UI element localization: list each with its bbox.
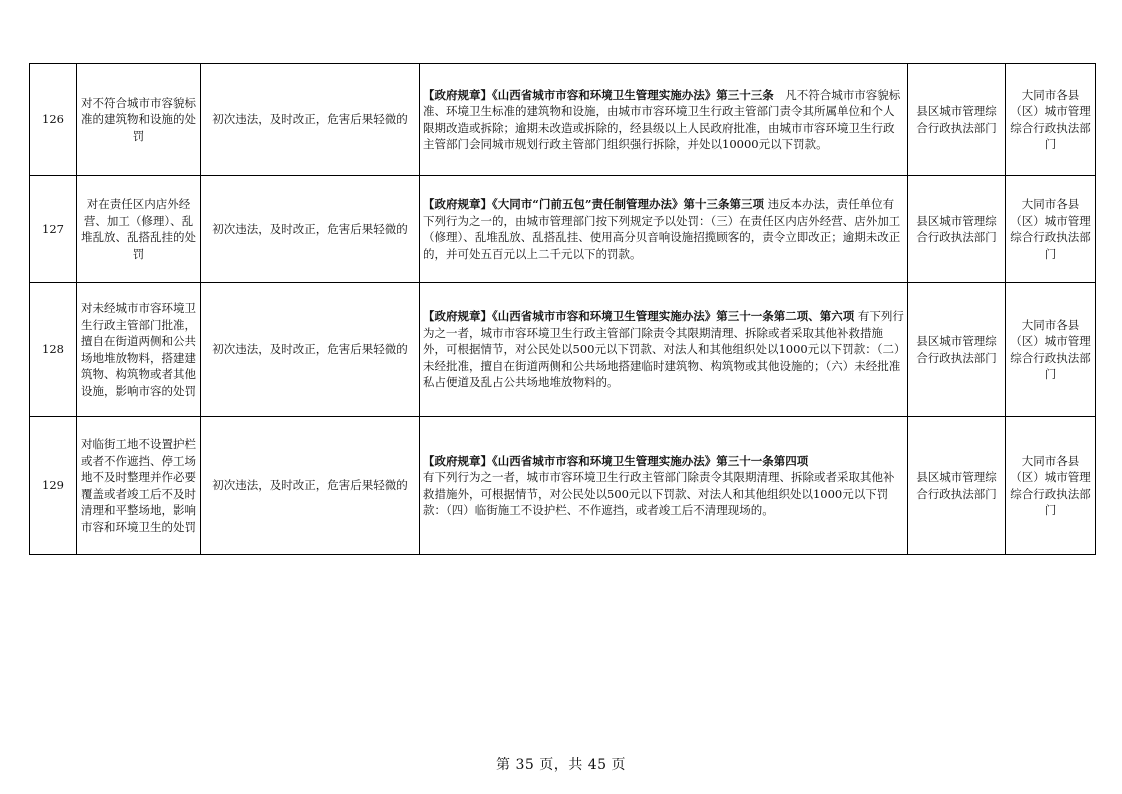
implementing-unit: 大同市各县（区）城市管理综合行政执法部门 [1006,64,1096,176]
row-number: 129 [30,417,77,555]
table-row [30,283,1096,417]
legal-basis-text: 有下列行为之一者，城市市容环境卫生行政主管部门除责令其限期清理、拆除或者采取其他补救措施外，可根据情节，对公民处以500元以下罚款、对法人和其他组织处以1000元以下罚款：（四）临街施工不设护栏、不作遮挡，或者竣工后不清理现场的。 [423,470,895,517]
implementing-unit: 大同市各县（区）城市管理综合行政执法部门 [1006,417,1096,555]
exemption-condition: 初次违法，及时改正，危害后果轻微的 [201,176,420,283]
row-number: 126 [30,64,77,176]
enforcement-department: 县区城市管理综合行政执法部门 [908,64,1006,176]
enforcement-department: 县区城市管理综合行政执法部门 [908,417,1006,555]
table-row [30,176,1096,283]
row-number: 128 [30,283,77,417]
enforcement-department: 县区城市管理综合行政执法部门 [908,283,1006,417]
legal-basis-title: 【政府规章】《大同市“门前五包”责任制管理办法》第十三条第三项 [423,197,764,211]
legal-basis-title: 【政府规章】《山西省城市市容和环境卫生管理实施办法》第三十一条第二项、第六项 [423,309,855,324]
exemption-condition: 初次违法，及时改正，危害后果轻微的 [201,417,420,555]
penalty-item: 对在责任区内店外经营、加工（修理）、乱堆乱放、乱搭乱挂的处罚 [77,176,201,283]
table-row [30,64,1096,176]
legal-basis-text: 违反本办法，责任单位有下列行为之一的，由城市管理部门按下列规定予以处罚：（三）在责任区内店外经营、店外加工（修理）、乱堆乱放、乱搭乱挂、使用高分贝音响设施招揽顾客的，责令立即改正；逾期未改正的，并可处五百元以上二千元以下的罚款。 [423,197,901,261]
table-row [30,417,1096,555]
implementing-unit: 大同市各县（区）城市管理综合行政执法部门 [1006,176,1096,283]
legal-basis-text: 有下列行为之一者，城市市容环境卫生行政主管部门除责令其限期清理、拆除或者采取其他补救措施外，可根据情节，对公民处以500元以下罚款、对法人和其他组织处以1000元以下罚款：（二）未经批准，擅自在街道两侧和公共场地搭建临时建筑物、构筑物或其他设施的；（六）未经批准私占便道及乱占公共场地堆放物料的。 [423,309,904,390]
exemption-condition: 初次违法，及时改正，危害后果轻微的 [201,283,420,417]
penalty-item: 对未经城市市容环境卫生行政主管部门批准，擅自在街道两侧和公共场地堆放物料，搭建建筑物、构筑物或者其他设施，影响市容的处罚 [77,283,201,417]
row-number: 127 [30,176,77,283]
implementing-unit: 大同市各县（区）城市管理综合行政执法部门 [1006,283,1096,417]
legal-basis [420,417,908,555]
legal-basis-title: 【政府规章】《山西省城市市容和环境卫生管理实施办法》第三十一条第四项 [423,453,809,468]
exemption-condition: 初次违法，及时改正，危害后果轻微的 [201,64,420,176]
legal-basis-text: 凡不符合城市市容貌标准、环境卫生标准的建筑物和设施，由城市市容环境卫生行政主管部门责令其所属单位和个人限期改造或拆除；逾期未改造或拆除的，经县级以上人民政府批准，由城市市容环境卫生行政主管部门会同城市规划行政主管部门组织强行拆除，并处以10000元以下罚款。 [423,87,901,151]
legal-basis [420,283,908,417]
penalty-item: 对临街工地不设置护栏或者不作遮挡、停工场地不及时整理并作必要覆盖或者竣工后不及时清理和平整场地，影响市容和环境卫生的处罚 [77,417,201,555]
page-footer: 第 35 页，共 45 页 [496,757,626,773]
penalty-table [29,63,1096,555]
legal-basis [420,64,908,176]
penalty-item: 对不符合城市市容貌标准的建筑物和设施的处罚 [77,64,201,176]
enforcement-department: 县区城市管理综合行政执法部门 [908,176,1006,283]
legal-basis-title: 【政府规章】《山西省城市市容和环境卫生管理实施办法》第三十三条 [423,87,774,102]
legal-basis [420,176,908,283]
